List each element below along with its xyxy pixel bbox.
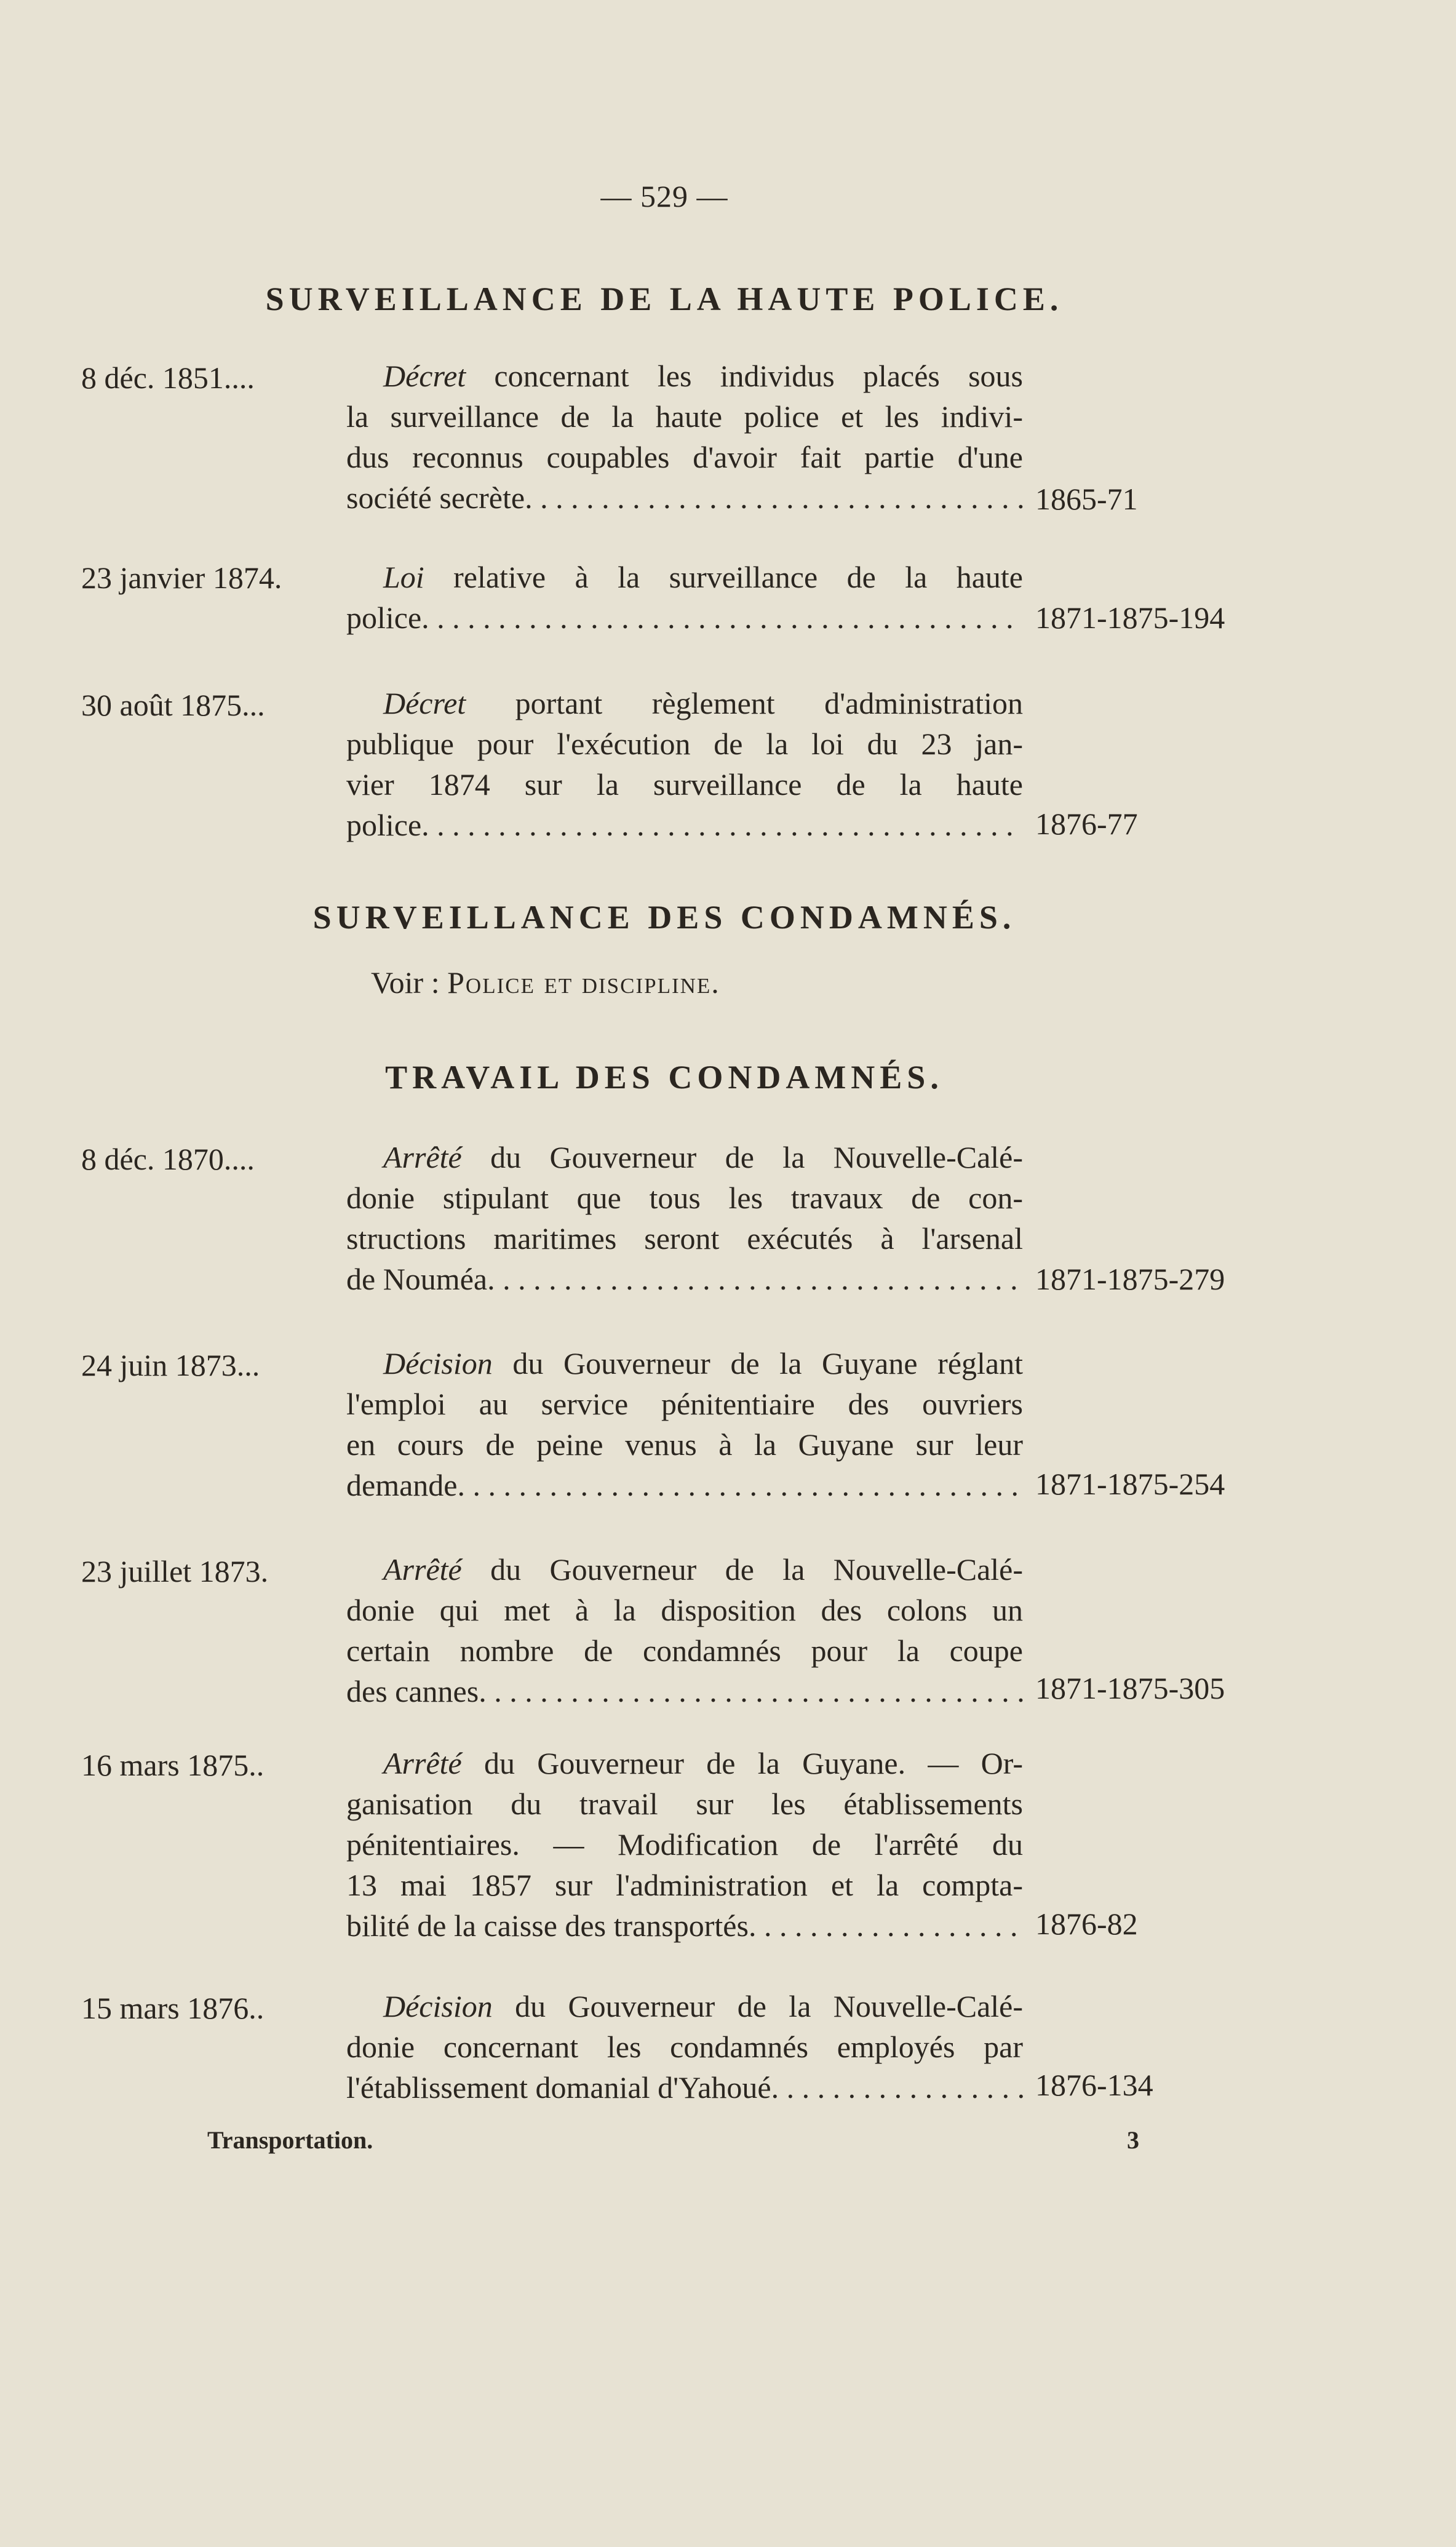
leader-dots: [421, 805, 1023, 845]
entry-line-text: bilité de la caisse des transportés: [346, 1908, 749, 1943]
entry-line: [346, 805, 1023, 845]
entry-line: donie qui met à la disposition des colons un: [346, 1593, 1023, 1627]
entry-line: certain nombre de condamnés pour la coupe: [346, 1633, 1023, 1668]
entry-date: 8 déc. 1870....: [81, 1142, 255, 1176]
entry-line: [346, 1671, 1023, 1712]
act-type: Décision: [383, 1989, 493, 2023]
footer-signature-left: Transportation.: [207, 2126, 373, 2154]
entry-date: 15 mars 1876..: [81, 1991, 265, 2025]
footer-signature-right: 3: [1127, 2126, 1139, 2154]
entry-line: Arrêté du Gouverneur de la Nouvelle-Calé-: [383, 1140, 1023, 1174]
entry-line: [346, 2067, 1023, 2108]
entry-line-text: police: [346, 600, 422, 635]
entry-line: [346, 1259, 1023, 1299]
entry-reference: 1865-71: [1035, 482, 1138, 516]
entry-reference: 1871-1875-254: [1035, 1467, 1225, 1501]
leader-dots: [457, 1465, 1023, 1505]
entry-line: donie stipulant que tous les travaux de con-: [346, 1181, 1023, 1215]
act-type: Décision: [383, 1346, 493, 1381]
entry-line: donie concernant les condamnés employés par: [346, 2030, 1023, 2064]
entry-line: Décision du Gouverneur de la Nouvelle-Calé-: [383, 1989, 1023, 2023]
see-also-reference: [371, 965, 720, 1000]
entry-line: Décret portant règlement d'administration: [383, 686, 1023, 720]
entry-line-text: demande: [346, 1468, 458, 1502]
entry-date: 23 juillet 1873.: [81, 1554, 269, 1588]
entry-line: pénitentiaires. — Modification de l'arrêté du: [346, 1827, 1023, 1862]
entry-line-text: société secrète: [346, 480, 525, 515]
leader-dots: [487, 1259, 1023, 1299]
entry-date: 8 déc. 1851....: [81, 361, 255, 395]
entry-date: 24 juin 1873...: [81, 1348, 260, 1382]
see-also-target: Police et discipline.: [447, 965, 720, 1000]
entry-line-text: de Nouméa: [346, 1262, 488, 1296]
entry-line: publique pour l'exécution de la loi du 23 jan-: [346, 727, 1023, 761]
entry-text: [346, 1343, 1023, 1505]
section-heading: SURVEILLANCE DE LA HAUTE POLICE.: [265, 281, 1064, 317]
entry-line: la surveillance de la haute police et les indivi-: [346, 399, 1023, 434]
leader-dots: [525, 477, 1023, 518]
act-type: Loi: [383, 560, 424, 594]
entry-date: 30 août 1875...: [81, 688, 265, 722]
section-heading: SURVEILLANCE DES CONDAMNÉS.: [312, 899, 1016, 936]
entry-reference: 1871-1875-305: [1035, 1671, 1225, 1705]
entry-text: [346, 1137, 1023, 1299]
entry-line: dus reconnus coupables d'avoir fait partie d'une: [346, 440, 1023, 474]
entry-date: 23 janvier 1874.: [81, 560, 282, 595]
entry-text: [346, 683, 1023, 845]
entry-line: [346, 477, 1023, 518]
entry-text: [346, 557, 1023, 638]
entry-reference: 1876-82: [1035, 1907, 1138, 1941]
entry-line: l'emploi au service pénitentiaire des ouvriers: [346, 1387, 1023, 1421]
leader-dots: [479, 1671, 1023, 1712]
entry-line: Arrêté du Gouverneur de la Guyane. — Or-: [383, 1746, 1023, 1780]
entry-line-text: police: [346, 808, 422, 842]
entry-line-text: des cannes: [346, 1674, 479, 1708]
act-type: Décret: [383, 359, 466, 393]
entry-line: Décision du Gouverneur de la Guyane réglant: [383, 1346, 1023, 1381]
entry-reference: 1876-77: [1035, 807, 1138, 841]
entry-line: [346, 1465, 1023, 1505]
entry-line: Arrêté du Gouverneur de la Nouvelle-Calé-: [383, 1552, 1023, 1587]
page-number: — 529 —: [600, 179, 728, 213]
entry-date: 16 mars 1875..: [81, 1748, 265, 1782]
entry-line: [346, 597, 1023, 638]
entry-line-text: l'établissement domanial d'Yahoué: [346, 2070, 771, 2105]
entry-line: [346, 1905, 1023, 1946]
entry-line: Décret concernant les individus placés sous: [383, 359, 1023, 393]
entry-line: Loi relative à la surveillance de la haute: [383, 560, 1023, 594]
section-heading: TRAVAIL DES CONDAMNÉS.: [385, 1059, 944, 1096]
entry-line: vier 1874 sur la surveillance de la haute: [346, 767, 1023, 802]
entry-text: [346, 1986, 1023, 2108]
leader-dots: [421, 597, 1023, 638]
see-also-prefix: Voir :: [371, 965, 448, 1000]
entry-line: ganisation du travail sur les établissements: [346, 1787, 1023, 1821]
act-type: Décret: [383, 686, 466, 720]
act-type: Arrêté: [383, 1746, 462, 1780]
entry-text: [346, 356, 1023, 518]
entry-line: en cours de peine venus à la Guyane sur leur: [346, 1427, 1023, 1462]
leader-dots: [749, 1905, 1023, 1946]
entry-reference: 1876-134: [1035, 2068, 1153, 2102]
entry-reference: 1871-1875-194: [1035, 600, 1225, 635]
entry-line: 13 mai 1857 sur l'administration et la compta-: [346, 1868, 1023, 1902]
entry-line: structions maritimes seront exécutés à l'arsenal: [346, 1221, 1023, 1256]
entry-text: [346, 1549, 1023, 1712]
entry-text: [346, 1743, 1023, 1946]
act-type: Arrêté: [383, 1552, 462, 1587]
leader-dots: [771, 2067, 1023, 2108]
entry-reference: 1871-1875-279: [1035, 1262, 1225, 1296]
act-type: Arrêté: [383, 1140, 462, 1174]
